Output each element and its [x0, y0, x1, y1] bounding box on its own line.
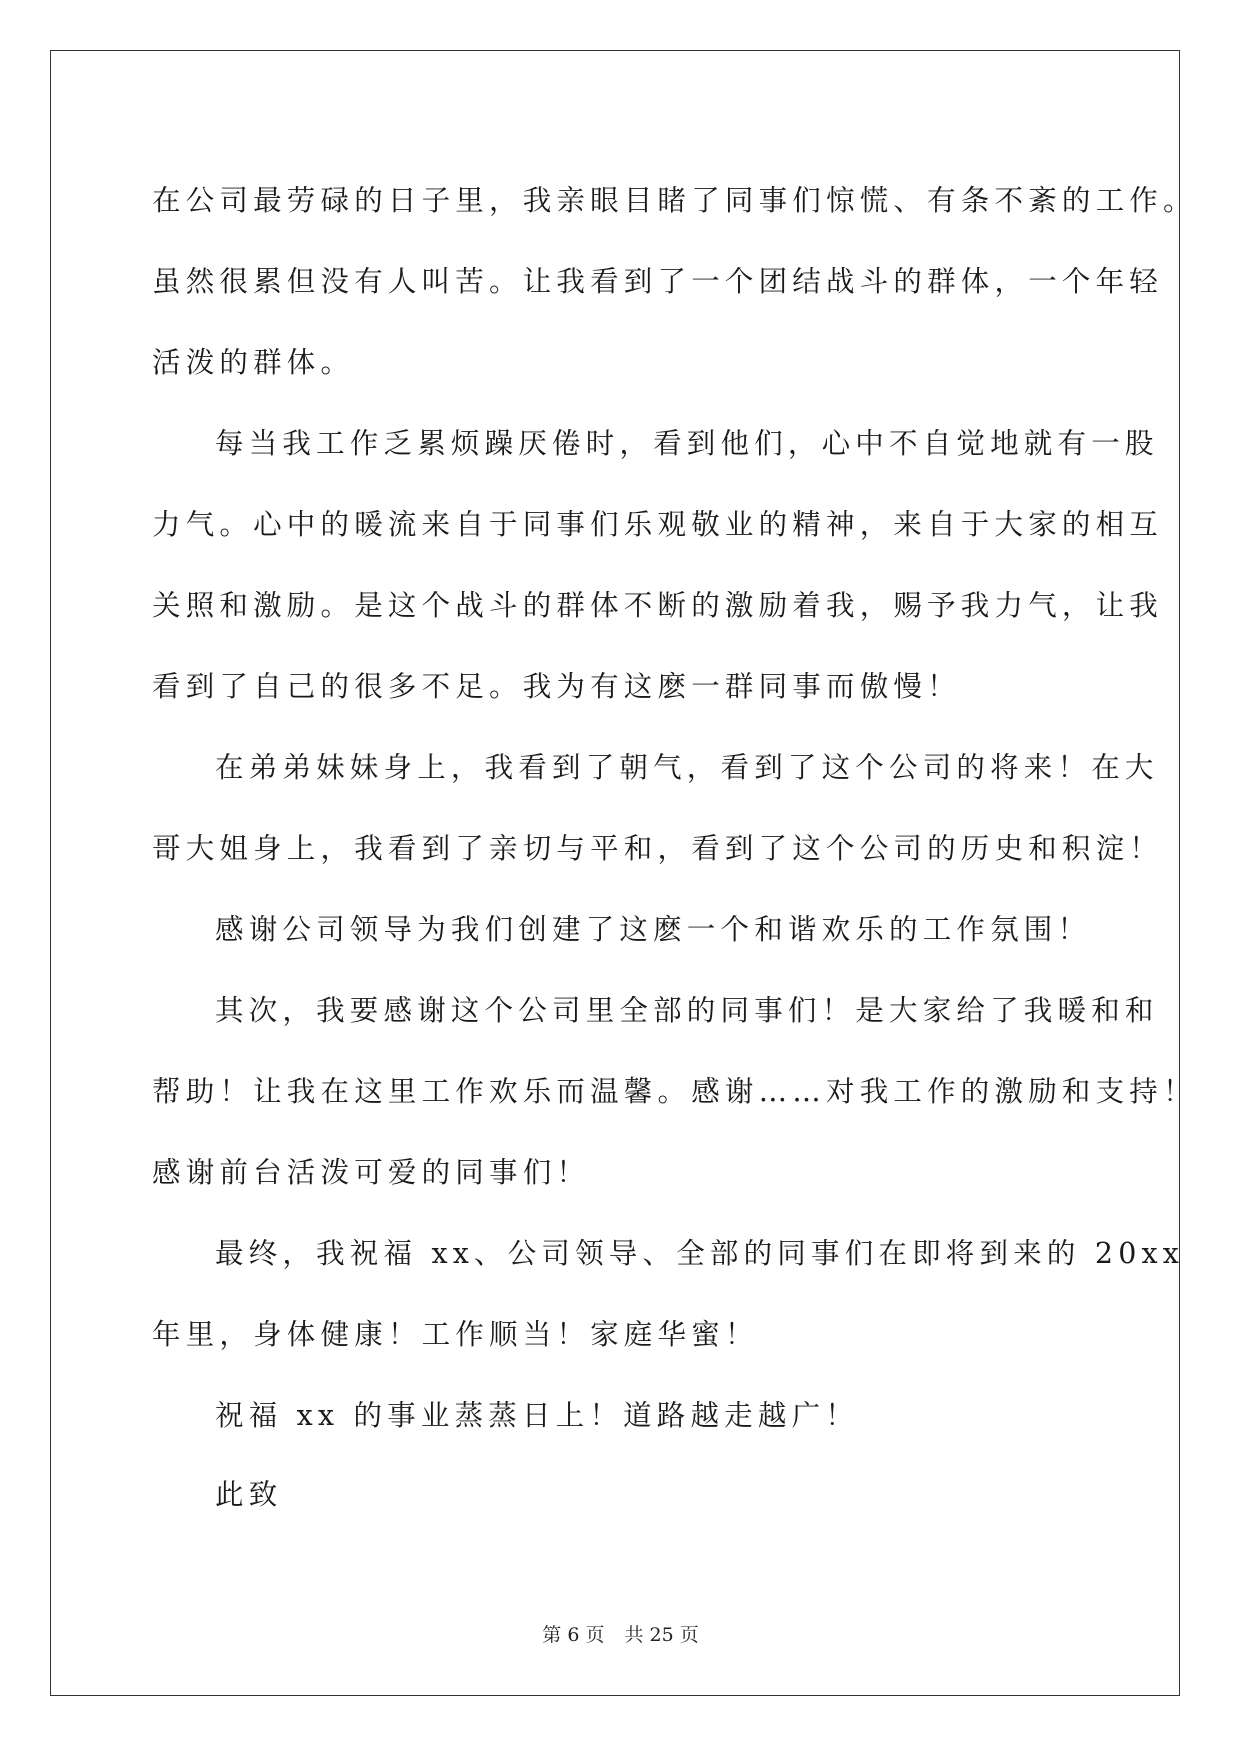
document-body	[152, 160, 1197, 1533]
text-line: 关照和激励。是这个战斗的群体不断的激励着我，赐予我力气，让我	[152, 589, 1164, 622]
text-line: 其次，我要感谢这个公司里全部的同事们！是大家给了我暖和和	[215, 994, 1159, 1027]
text-line: 力气。心中的暖流来自于同事们乐观敬业的精神，来自于大家的相互	[152, 508, 1164, 541]
text-line: 在弟弟妹妹身上，我看到了朝气，看到了这个公司的将来！在大	[215, 751, 1159, 784]
text-line: 哥大姐身上，我看到了亲切与平和，看到了这个公司的历史和积淀！	[152, 832, 1164, 865]
text-line: 活泼的群体。	[152, 346, 355, 379]
page-total: 共 25 页	[624, 1624, 699, 1646]
text-line: 每当我工作乏累烦躁厌倦时，看到他们，心中不自觉地就有一股	[215, 427, 1159, 460]
text-line: 感谢前台活泼可爱的同事们！	[152, 1156, 591, 1189]
text-line: 最终，我祝福 xx、公司领导、全部的同事们在即将到来的 20xx	[215, 1237, 1185, 1270]
text-line: 看到了自己的很多不足。我为有这麽一群同事而傲慢！	[152, 670, 961, 703]
page-footer	[0, 1620, 1241, 1647]
text-line: 此致	[215, 1478, 283, 1511]
text-line: 祝福 xx 的事业蒸蒸日上！道路越走越广！	[215, 1399, 859, 1432]
page-number: 第 6 页	[542, 1624, 605, 1646]
text-line: 年里，身体健康！工作顺当！家庭华蜜！	[152, 1318, 759, 1351]
text-line: 虽然很累但没有人叫苦。让我看到了一个团结战斗的群体，一个年轻	[152, 265, 1164, 298]
text-line: 帮助！让我在这里工作欢乐而温馨。感谢……对我工作的激励和支持！	[152, 1075, 1197, 1108]
text-line: 感谢公司领导为我们创建了这麽一个和谐欢乐的工作氛围！	[215, 913, 1092, 946]
text-line: 在公司最劳碌的日子里，我亲眼目睹了同事们惊慌、有条不紊的工作。	[152, 184, 1197, 217]
